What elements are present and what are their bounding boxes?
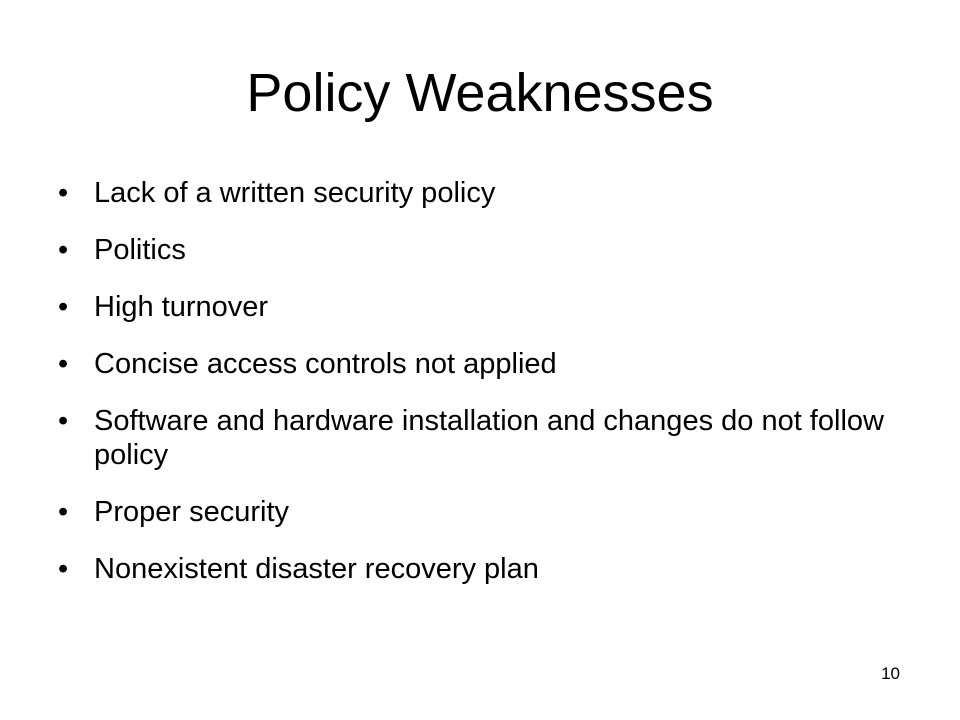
bullet-text: Concise access controls not applied — [94, 348, 557, 380]
bullet-item — [58, 552, 918, 586]
bullet-text: Politics — [94, 234, 186, 266]
bullet-icon: • — [58, 234, 69, 266]
bullet-icon: • — [58, 496, 69, 528]
bullet-text: Nonexistent disaster recovery plan — [94, 553, 539, 585]
bullet-icon: • — [58, 405, 69, 437]
bullet-item — [58, 176, 918, 210]
bullet-text: Proper security — [94, 496, 290, 528]
slide-title: Policy Weaknesses — [246, 63, 714, 123]
bullet-icon: • — [58, 553, 69, 585]
slide-number: 10 — [881, 664, 900, 683]
bullet-icon: • — [58, 291, 69, 323]
bullet-item — [58, 290, 918, 324]
bullet-item — [58, 233, 918, 267]
bullet-item — [58, 347, 918, 381]
bullet-list — [58, 176, 918, 609]
bullet-icon: • — [58, 348, 69, 380]
bullet-item — [58, 404, 918, 472]
bullet-icon: • — [58, 177, 69, 209]
bullet-text: Software and hardware installation and changes do not follow policy — [94, 405, 884, 471]
bullet-text: Lack of a written security policy — [94, 177, 496, 209]
bullet-item — [58, 495, 918, 529]
bullet-text: High turnover — [94, 291, 269, 323]
